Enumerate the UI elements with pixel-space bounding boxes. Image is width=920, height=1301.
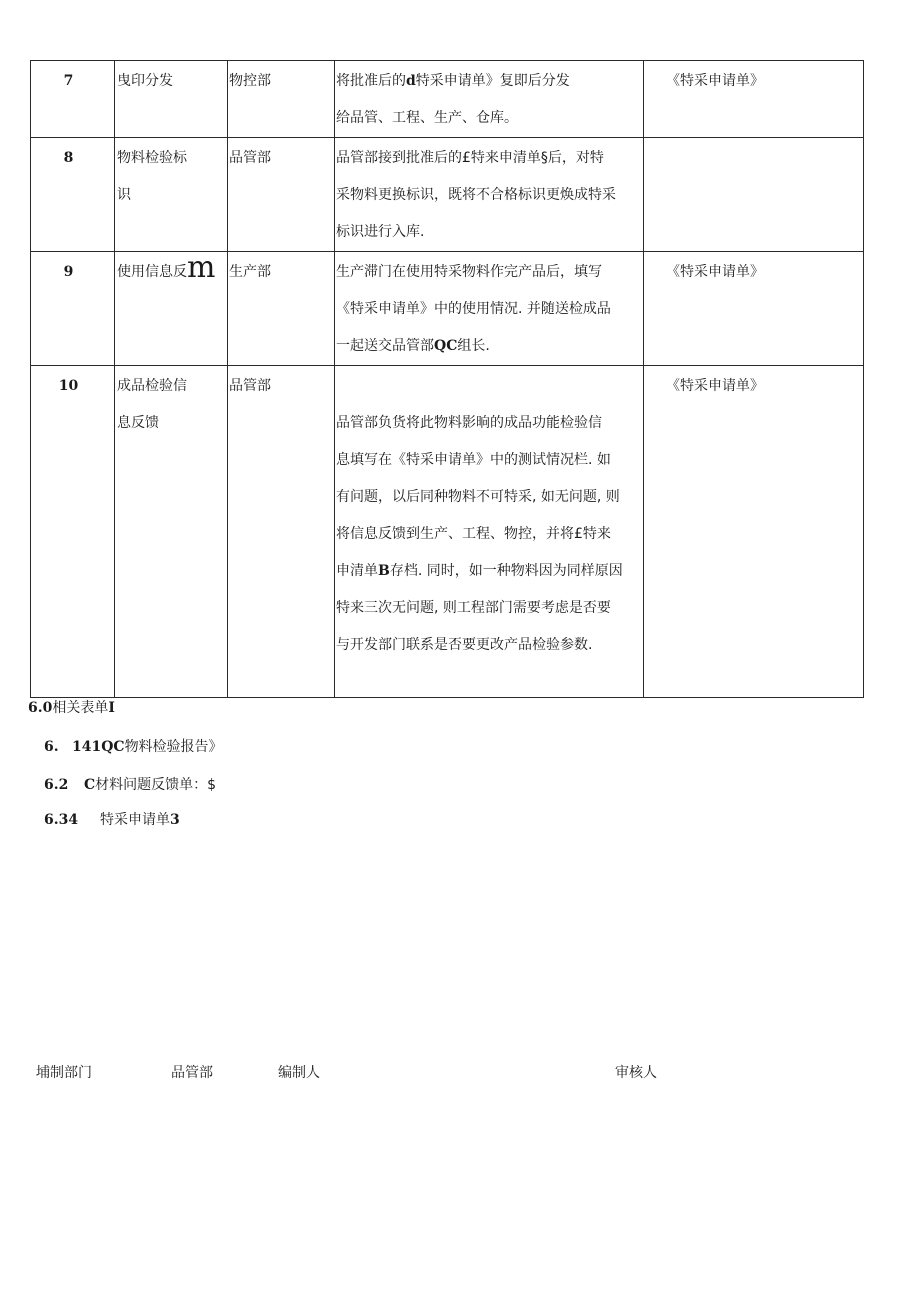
related-form-title: 物料检验报告》 [124, 739, 223, 755]
description-text: 采物料更换标识，既将不合格标识更焕成特采 [336, 187, 616, 203]
related-forms-heading-suffix: I [108, 700, 115, 716]
step-name-line: 识 [117, 187, 131, 203]
department-name: 物控部 [229, 73, 271, 89]
step-name-line: 物料检验标 [117, 150, 187, 166]
related-form-number: 6.34 [44, 812, 79, 828]
step-number-cell [31, 366, 115, 698]
step-number-cell [31, 61, 115, 138]
department-name: 品管部 [229, 378, 271, 394]
description-line [336, 516, 643, 553]
description-line [336, 291, 643, 328]
footer-author-label: 编制人 [278, 1065, 320, 1081]
description-line [336, 63, 643, 100]
step-name-suffix: m [187, 251, 216, 285]
related-forms-heading-number: 6.0 [28, 700, 53, 716]
step-name-cell [115, 138, 228, 252]
form-reference-cell [644, 252, 864, 366]
step-number: 8 [63, 150, 74, 166]
procedure-table [30, 60, 864, 698]
related-form-title: 材料问题反馈单：$ [95, 777, 217, 793]
footer-reviewer-label: 审核人 [615, 1065, 657, 1081]
step-name-cell [115, 61, 228, 138]
step-number: 9 [63, 264, 74, 280]
related-form-number: 6.2 [44, 777, 69, 793]
step-number-cell [31, 252, 115, 366]
description-line [336, 254, 643, 291]
footer-dept-label: 埔制部门 [36, 1065, 92, 1081]
department-cell [228, 366, 335, 698]
description-cell [335, 366, 644, 698]
step-number-cell [31, 138, 115, 252]
footer-dept-value: 品管部 [171, 1065, 213, 1081]
related-form-item-1 [44, 736, 223, 756]
department-name: 品管部 [229, 150, 271, 166]
step-name-cell [115, 366, 228, 698]
department-cell [228, 61, 335, 138]
description-code: QC [434, 338, 458, 354]
related-form-number: 6. [44, 739, 59, 755]
description-line [336, 100, 643, 137]
description-text: 品管部接到批准后的£特来申清单§后，对特 [336, 150, 604, 166]
description-text: 与开发部门联系是否要更改产品检验参数. [336, 637, 593, 653]
description-line [336, 590, 643, 627]
step-name-cell [115, 252, 228, 366]
description-text: 存档. 同时，如一种物料因为同样原因 [389, 563, 623, 579]
description-text: 品管部负货将此物料影晌的成品功能检验信 [336, 415, 602, 431]
step-number: 10 [58, 378, 79, 394]
description-line [336, 177, 643, 214]
description-text: 给品管、工程、生产、仓库。 [336, 110, 518, 126]
description-text: 组长. [457, 338, 490, 354]
description-line [336, 553, 643, 590]
step-name-text: 使用信息反 [117, 264, 187, 280]
related-form-item-2 [44, 774, 216, 794]
form-reference-cell [644, 61, 864, 138]
description-line [336, 627, 643, 664]
department-cell [228, 138, 335, 252]
form-reference: 《特采申请单》 [666, 73, 764, 89]
description-text: 一起送交品管部 [336, 338, 434, 354]
description-line [336, 442, 643, 479]
description-line [336, 479, 643, 516]
description-text: 生产滞门在使用特采物料作完产品后，填写 [336, 264, 602, 280]
description-text: 将批准后的 [336, 73, 406, 89]
description-text: 有问题，以后同种物料不可特采, 如无问题, 则 [336, 489, 620, 505]
description-code: d [406, 73, 416, 89]
description-cell [335, 252, 644, 366]
related-form-suffix: 3 [170, 812, 180, 828]
description-cell [335, 61, 644, 138]
description-text: 息填写在《特采申请单》中的测试情况栏. 如 [336, 452, 611, 468]
form-reference: 《特采申请单》 [666, 378, 764, 394]
step-name-line: 曳印分发 [117, 73, 173, 89]
related-form-code: C [84, 777, 96, 793]
description-cell [335, 138, 644, 252]
related-forms-heading-text: 相关表单 [52, 700, 109, 716]
table-row [31, 366, 864, 698]
related-form-code: 141QC [72, 739, 125, 755]
related-forms-heading [28, 697, 115, 717]
step-name-line: 成品检验信 [117, 378, 187, 394]
description-text: 《特采申请单》中的使用情况. 并随送检成品 [336, 301, 611, 317]
table-row [31, 61, 864, 138]
description-line [336, 405, 643, 442]
description-text: 标识进行入库. [336, 224, 425, 240]
form-reference-cell [644, 138, 864, 252]
department-cell [228, 252, 335, 366]
description-text: 申清单 [336, 563, 378, 579]
step-number: 7 [63, 73, 74, 89]
department-name: 生产部 [229, 264, 271, 280]
procedure-table-body [31, 61, 864, 698]
description-code: B [378, 563, 390, 579]
description-line [336, 214, 643, 251]
form-reference-cell [644, 366, 864, 698]
description-text: 特采申请单》复即后分发 [415, 73, 570, 89]
related-form-title: 特采申请单 [100, 812, 170, 828]
related-form-item-3 [44, 809, 180, 829]
table-row [31, 138, 864, 252]
description-text: 特来三次无问题, 则工程部门需要考虑是否要 [336, 600, 611, 616]
step-name-line [117, 251, 227, 291]
form-reference: 《特采申请单》 [666, 264, 764, 280]
table-row [31, 252, 864, 366]
description-line [336, 140, 643, 177]
description-line [336, 328, 643, 365]
step-name-line: 息反馈 [117, 415, 159, 431]
description-spacer [336, 368, 643, 405]
description-text: 将信息反馈到生产、工程、物控，并将£特来 [336, 526, 611, 542]
